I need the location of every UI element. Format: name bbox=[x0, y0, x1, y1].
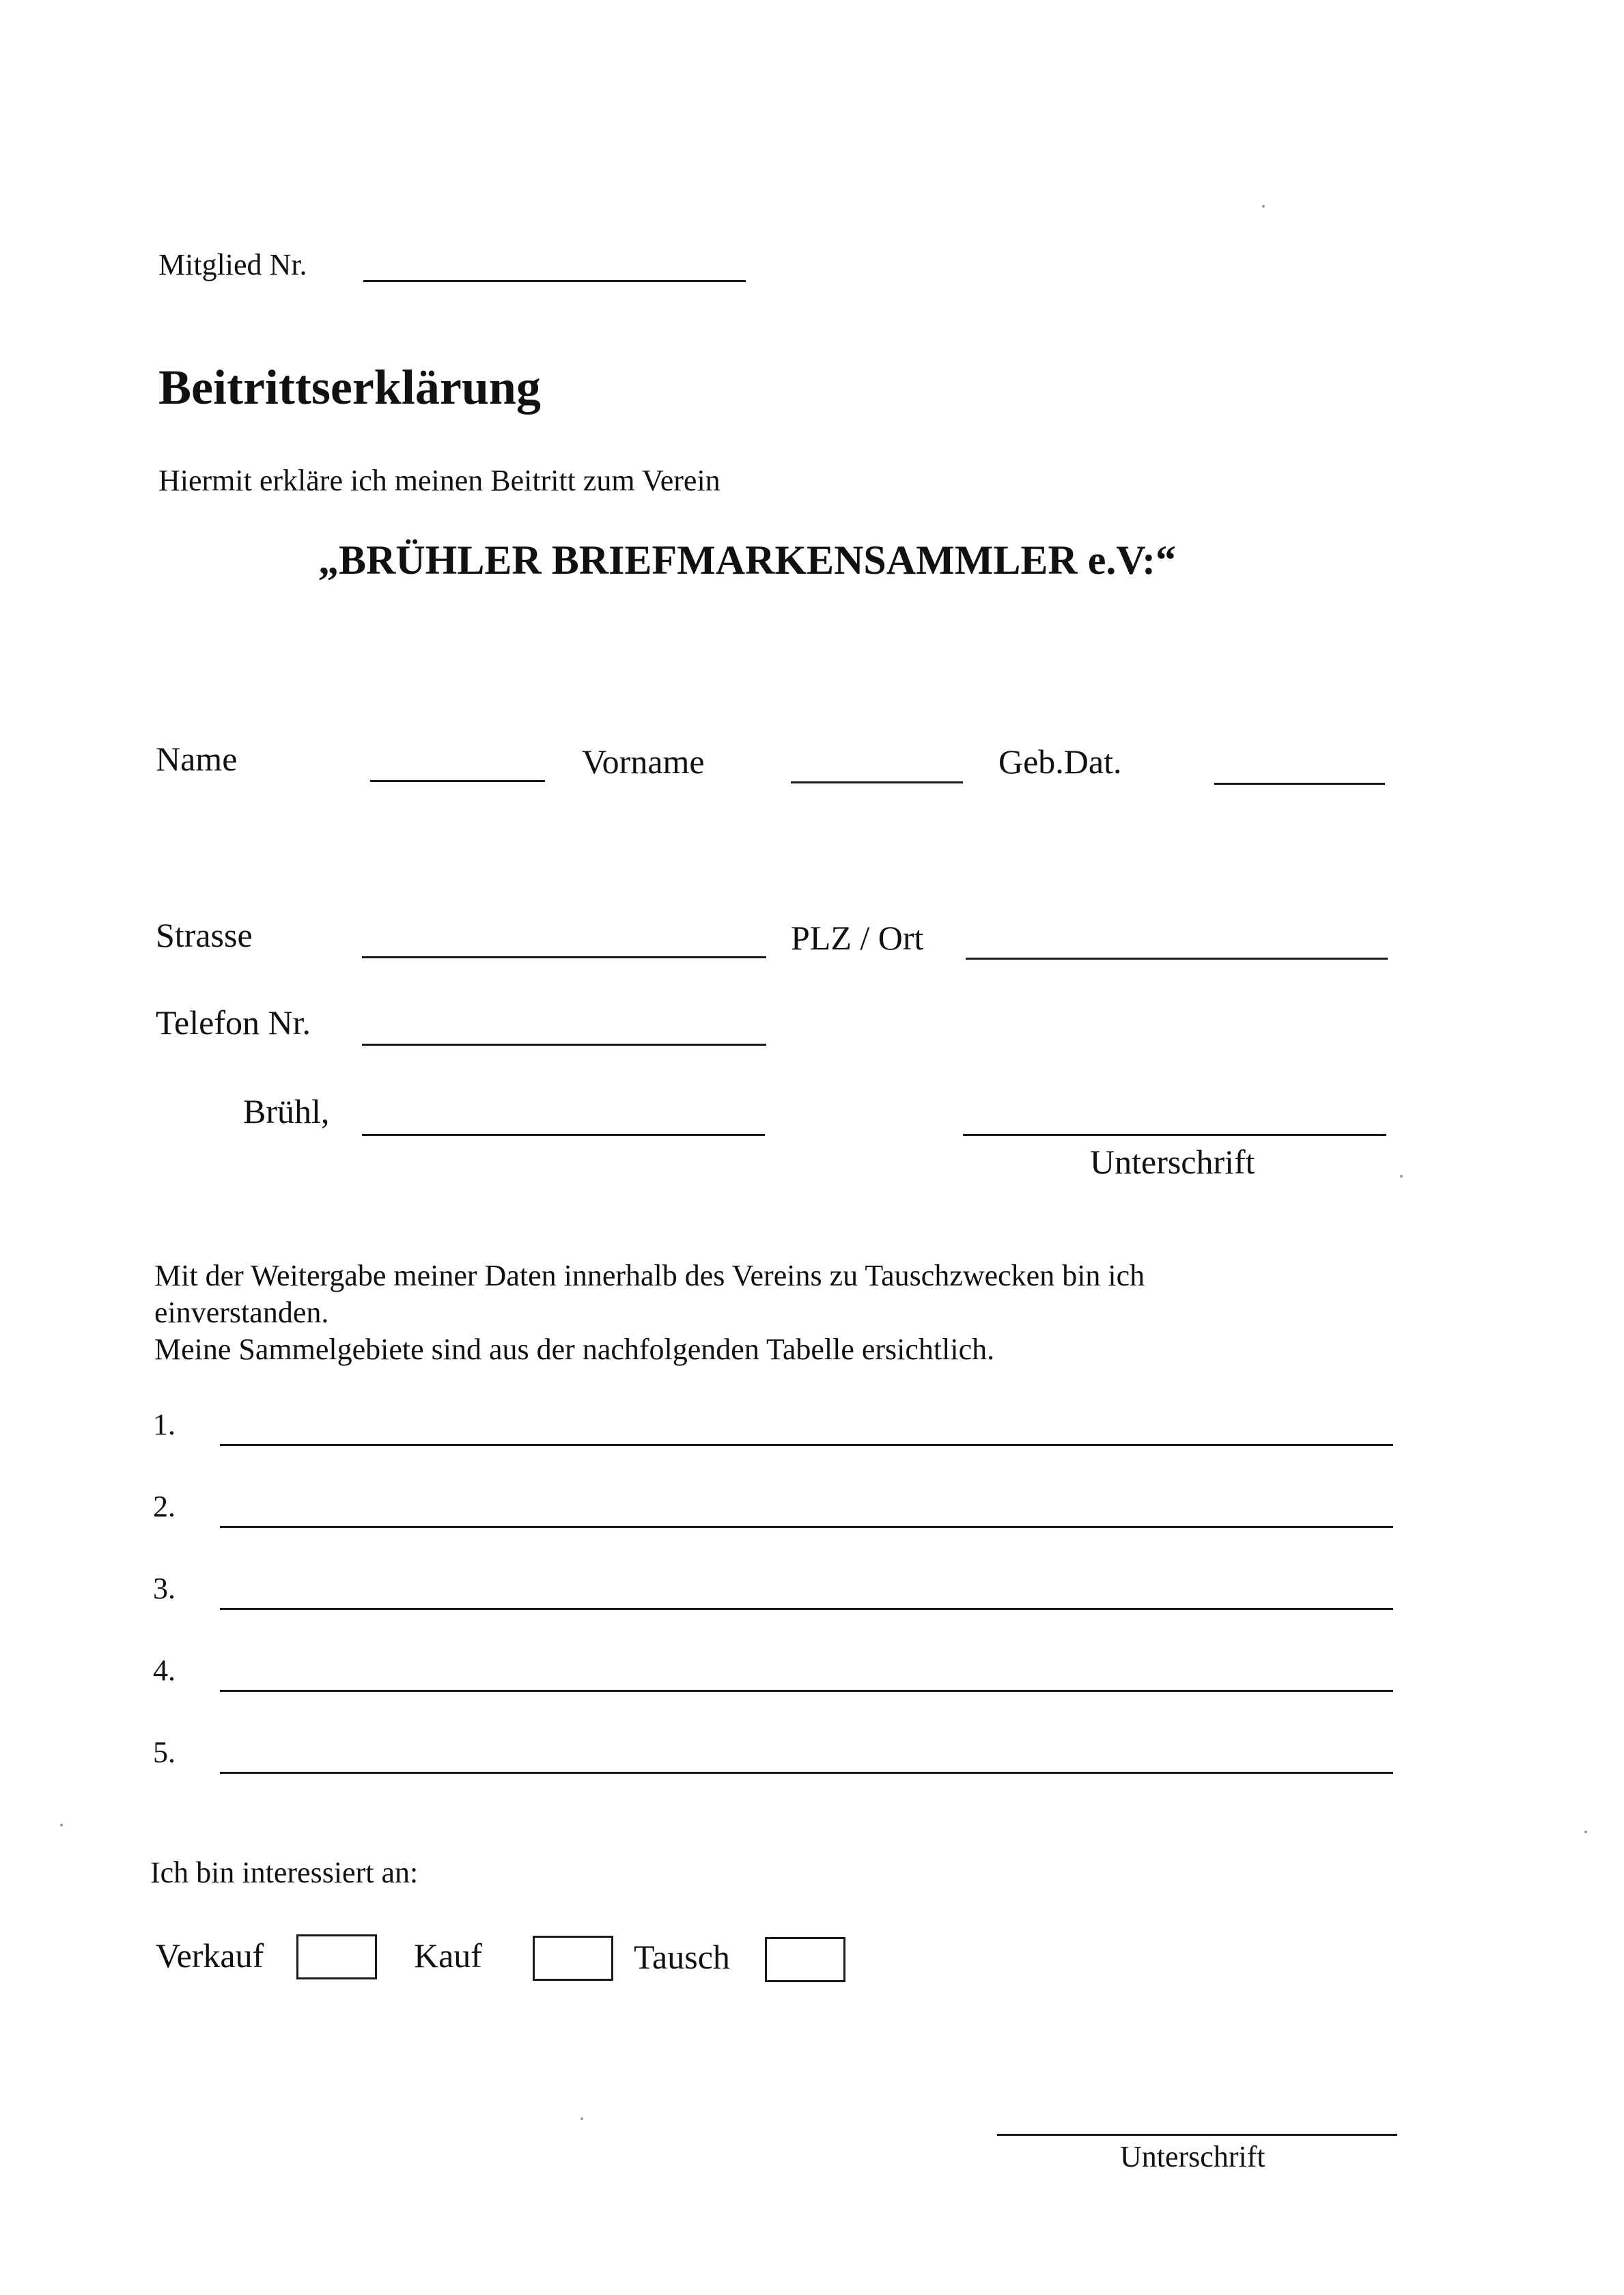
collection-area-number: 5. bbox=[153, 1736, 176, 1769]
scan-speck bbox=[1584, 1831, 1587, 1833]
collection-area-number: 3. bbox=[153, 1572, 176, 1605]
collection-area-number: 4. bbox=[153, 1654, 176, 1687]
final-signature-line[interactable] bbox=[997, 2134, 1397, 2136]
kauf-label: Kauf bbox=[414, 1936, 482, 1975]
gebdat-label: Geb.Dat. bbox=[998, 742, 1122, 781]
scan-speck bbox=[1400, 1175, 1403, 1178]
telefon-label: Telefon Nr. bbox=[156, 1003, 311, 1042]
interest-label: Ich bin interessiert an: bbox=[150, 1856, 419, 1889]
collection-area-field[interactable] bbox=[220, 1444, 1393, 1446]
verkauf-checkbox[interactable] bbox=[296, 1934, 377, 1979]
member-no-field[interactable] bbox=[363, 280, 746, 282]
scan-speck bbox=[60, 1824, 63, 1826]
intro-text: Hiermit erkläre ich meinen Beitritt zum Verein bbox=[158, 464, 720, 497]
strasse-label: Strasse bbox=[156, 916, 253, 954]
plz-ort-field[interactable] bbox=[966, 958, 1388, 960]
plz-ort-label: PLZ / Ort bbox=[791, 919, 924, 957]
signature-line[interactable] bbox=[963, 1134, 1386, 1136]
verkauf-label: Verkauf bbox=[156, 1936, 264, 1975]
scan-speck bbox=[1262, 205, 1265, 208]
collection-area-number: 2. bbox=[153, 1490, 176, 1523]
date-field[interactable] bbox=[362, 1134, 765, 1136]
strasse-field[interactable] bbox=[362, 956, 766, 958]
scan-speck bbox=[580, 2117, 583, 2120]
consent-line-2: einverstanden. bbox=[154, 1296, 329, 1329]
collection-area-field[interactable] bbox=[220, 1772, 1393, 1774]
member-no-label: Mitglied Nr. bbox=[158, 248, 307, 281]
signature-label: Unterschrift bbox=[1090, 1143, 1255, 1181]
collection-area-field[interactable] bbox=[220, 1608, 1393, 1610]
telefon-field[interactable] bbox=[362, 1044, 766, 1046]
kauf-checkbox[interactable] bbox=[533, 1936, 613, 1981]
final-signature-label: Unterschrift bbox=[1120, 2140, 1265, 2173]
name-field[interactable] bbox=[370, 780, 545, 782]
place-label: Brühl, bbox=[243, 1092, 330, 1130]
club-name: „BRÜHLER BRIEFMARKENSAMMLER e.V:“ bbox=[318, 538, 1177, 583]
collection-area-number: 1. bbox=[153, 1408, 176, 1441]
collection-area-field[interactable] bbox=[220, 1526, 1393, 1528]
page-title: Beitrittserklärung bbox=[158, 360, 541, 415]
vorname-field[interactable] bbox=[791, 781, 963, 783]
name-label: Name bbox=[156, 740, 238, 778]
consent-line-3: Meine Sammelgebiete sind aus der nachfolgenden Tabelle ersichtlich. bbox=[154, 1333, 995, 1366]
tausch-label: Tausch bbox=[634, 1938, 730, 1976]
tausch-checkbox[interactable] bbox=[765, 1937, 845, 1982]
collection-area-field[interactable] bbox=[220, 1690, 1393, 1692]
gebdat-field[interactable] bbox=[1214, 783, 1385, 785]
consent-line-1: Mit der Weitergabe meiner Daten innerhalb des Vereins zu Tauschzwecken bin ich bbox=[154, 1259, 1145, 1292]
vorname-label: Vorname bbox=[582, 742, 705, 781]
